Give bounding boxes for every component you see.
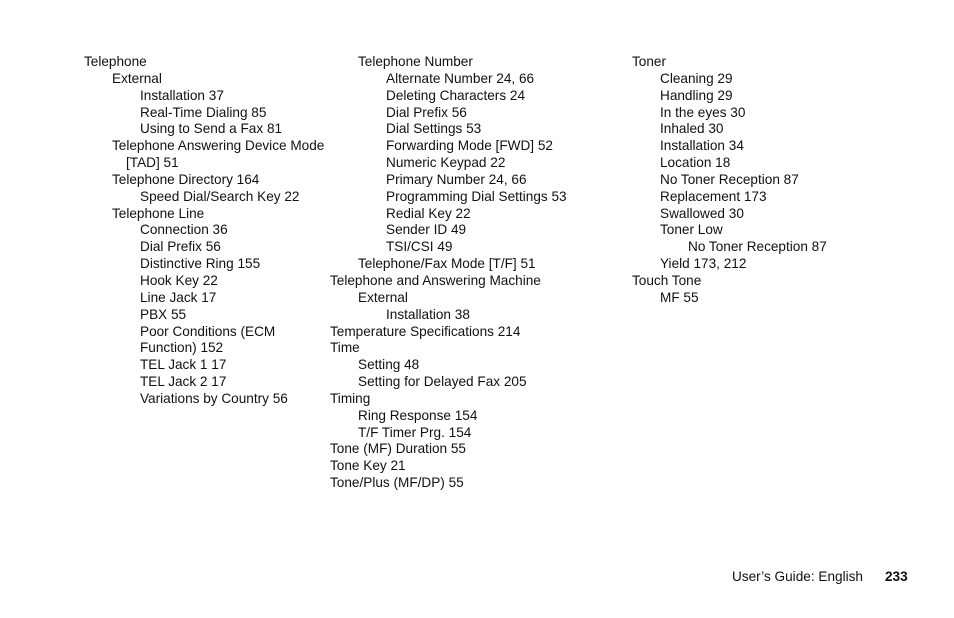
index-entry: Location 18 [660,155,731,171]
index-entry: Telephone Line [112,205,205,221]
index-entry: Sender ID 49 [386,222,467,238]
index-entry: Ring Response 154 [358,407,478,423]
index-entry: Telephone and Answering Machine [330,272,541,288]
index-entry: Telephone/Fax Mode [T/F] 51 [358,256,536,272]
index-entry: Swallowed 30 [660,205,744,221]
index-entry: Handling 29 [660,87,733,103]
index-entry: Telephone Number [358,54,473,69]
index-entry: Toner [632,54,667,69]
index-entry: Inhaled 30 [660,121,724,137]
index-entry: Line Jack 17 [140,289,217,305]
index-entry: Temperature Specifications 214 [330,323,521,339]
page-footer [732,568,908,586]
index-entry: TSI/CSI 49 [386,239,453,255]
index-entry: No Toner Reception 87 [688,239,827,255]
index-entry: Setting for Delayed Fax 205 [358,374,527,390]
index-entry: Tone (MF) Duration 55 [330,441,466,457]
index-entry: No Toner Reception 87 [660,171,799,187]
index-entry: Tone/Plus (MF/DP) 55 [330,475,464,491]
index-entry: Speed Dial/Search Key 22 [140,188,300,204]
index-entry: Deleting Characters 24 [386,87,526,103]
index-entry: Timing [330,390,371,406]
index-entry: External [358,289,408,305]
index-entry: Variations by Country 56 [140,390,288,406]
index-entry: Installation 37 [140,87,224,103]
index-entry: Real-Time Dialing 85 [140,104,267,120]
index-entry: Using to Send a Fax 81 [140,121,283,137]
index-entry: Hook Key 22 [140,272,218,288]
index-entry: Telephone [84,54,147,69]
index-entry: Programming Dial Settings 53 [386,188,567,204]
index-entry: Cleaning 29 [660,70,733,86]
page-number: 233 [884,569,908,584]
index-column-2 [330,54,567,492]
index-entry: TEL Jack 2 17 [140,374,227,390]
index-entry: Telephone Directory 164 [112,171,260,187]
index-entry: Yield 173, 212 [660,256,747,272]
index-entry: Dial Settings 53 [386,121,482,137]
index-entry: Primary Number 24, 66 [386,171,527,187]
index-entry: Distinctive Ring 155 [140,256,261,272]
index-entry: Setting 48 [358,357,420,373]
index-entry: External [112,70,162,86]
index-entry: Tone Key 21 [330,458,406,474]
footer-label: User’s Guide: English [732,569,863,584]
index-entry: Touch Tone [632,272,702,288]
index-entry: Poor Conditions (ECM [140,323,276,339]
index-entry: Time [330,340,360,356]
index-entry: Replacement 173 [660,188,767,204]
index-entry: TEL Jack 1 17 [140,357,227,373]
index-column-1 [84,54,324,408]
index-entry: Installation 38 [386,306,470,322]
index-entry: Alternate Number 24, 66 [386,70,535,86]
index-entry: Forwarding Mode [FWD] 52 [386,138,553,154]
index-entry: Numeric Keypad 22 [386,155,506,171]
index-entry: PBX 55 [140,306,187,322]
index-entry: Toner Low [660,222,723,238]
index-entry: Redial Key 22 [386,205,471,221]
index-entry: In the eyes 30 [660,104,746,120]
index-entry: Connection 36 [140,222,228,238]
index-entry: MF 55 [660,289,699,305]
index-entry: Installation 34 [660,138,744,154]
index-entry: T/F Timer Prg. 154 [358,424,472,440]
index-column-3 [632,54,827,307]
index-entry: Dial Prefix 56 [140,239,221,255]
index-entry: Dial Prefix 56 [386,104,467,120]
index-entry: [TAD] 51 [126,155,179,171]
index-entry: Telephone Answering Device Mode [112,138,325,154]
index-entry: Function) 152 [140,340,224,356]
